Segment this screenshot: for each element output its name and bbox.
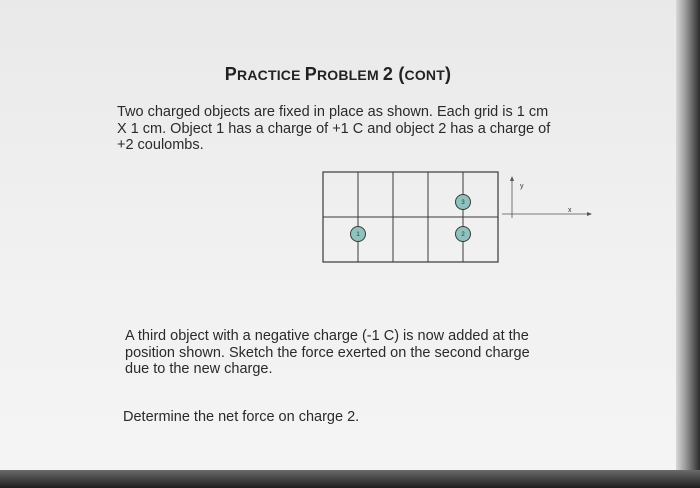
x-axis-arrow xyxy=(587,212,592,216)
text-line: A third object with a negative charge (-1 C) is now added at the xyxy=(125,328,529,344)
charges xyxy=(351,195,471,242)
charge-1 xyxy=(351,227,366,242)
charge-label: 1 xyxy=(356,232,360,238)
y-axis-arrow xyxy=(510,176,514,181)
charge-3 xyxy=(456,195,471,210)
grid xyxy=(323,172,498,262)
charge-label: 2 xyxy=(461,232,465,238)
text-line: +2 coulombs. xyxy=(117,137,204,153)
page-title: PRACTICE PROBLEM 2 (CONT) xyxy=(224,64,452,84)
text-line: Two charged objects are fixed in place as shown. Each grid is 1 cm xyxy=(117,104,549,120)
y-axis-label: y xyxy=(520,183,524,190)
problem-part-a xyxy=(125,328,595,378)
text-line: X 1 cm. Object 1 has a charge of +1 C and object 2 has a charge of xyxy=(117,120,551,137)
charge-label: 3 xyxy=(461,200,465,206)
axes xyxy=(502,176,592,218)
problem-part-b: Determine the net force on charge 2. xyxy=(123,409,360,425)
x-axis-label: x xyxy=(568,207,572,214)
text-line: position shown. Sketch the force exerted on the second charge xyxy=(125,344,530,361)
text-line: due to the new charge. xyxy=(125,361,273,377)
charge-2 xyxy=(456,227,471,242)
